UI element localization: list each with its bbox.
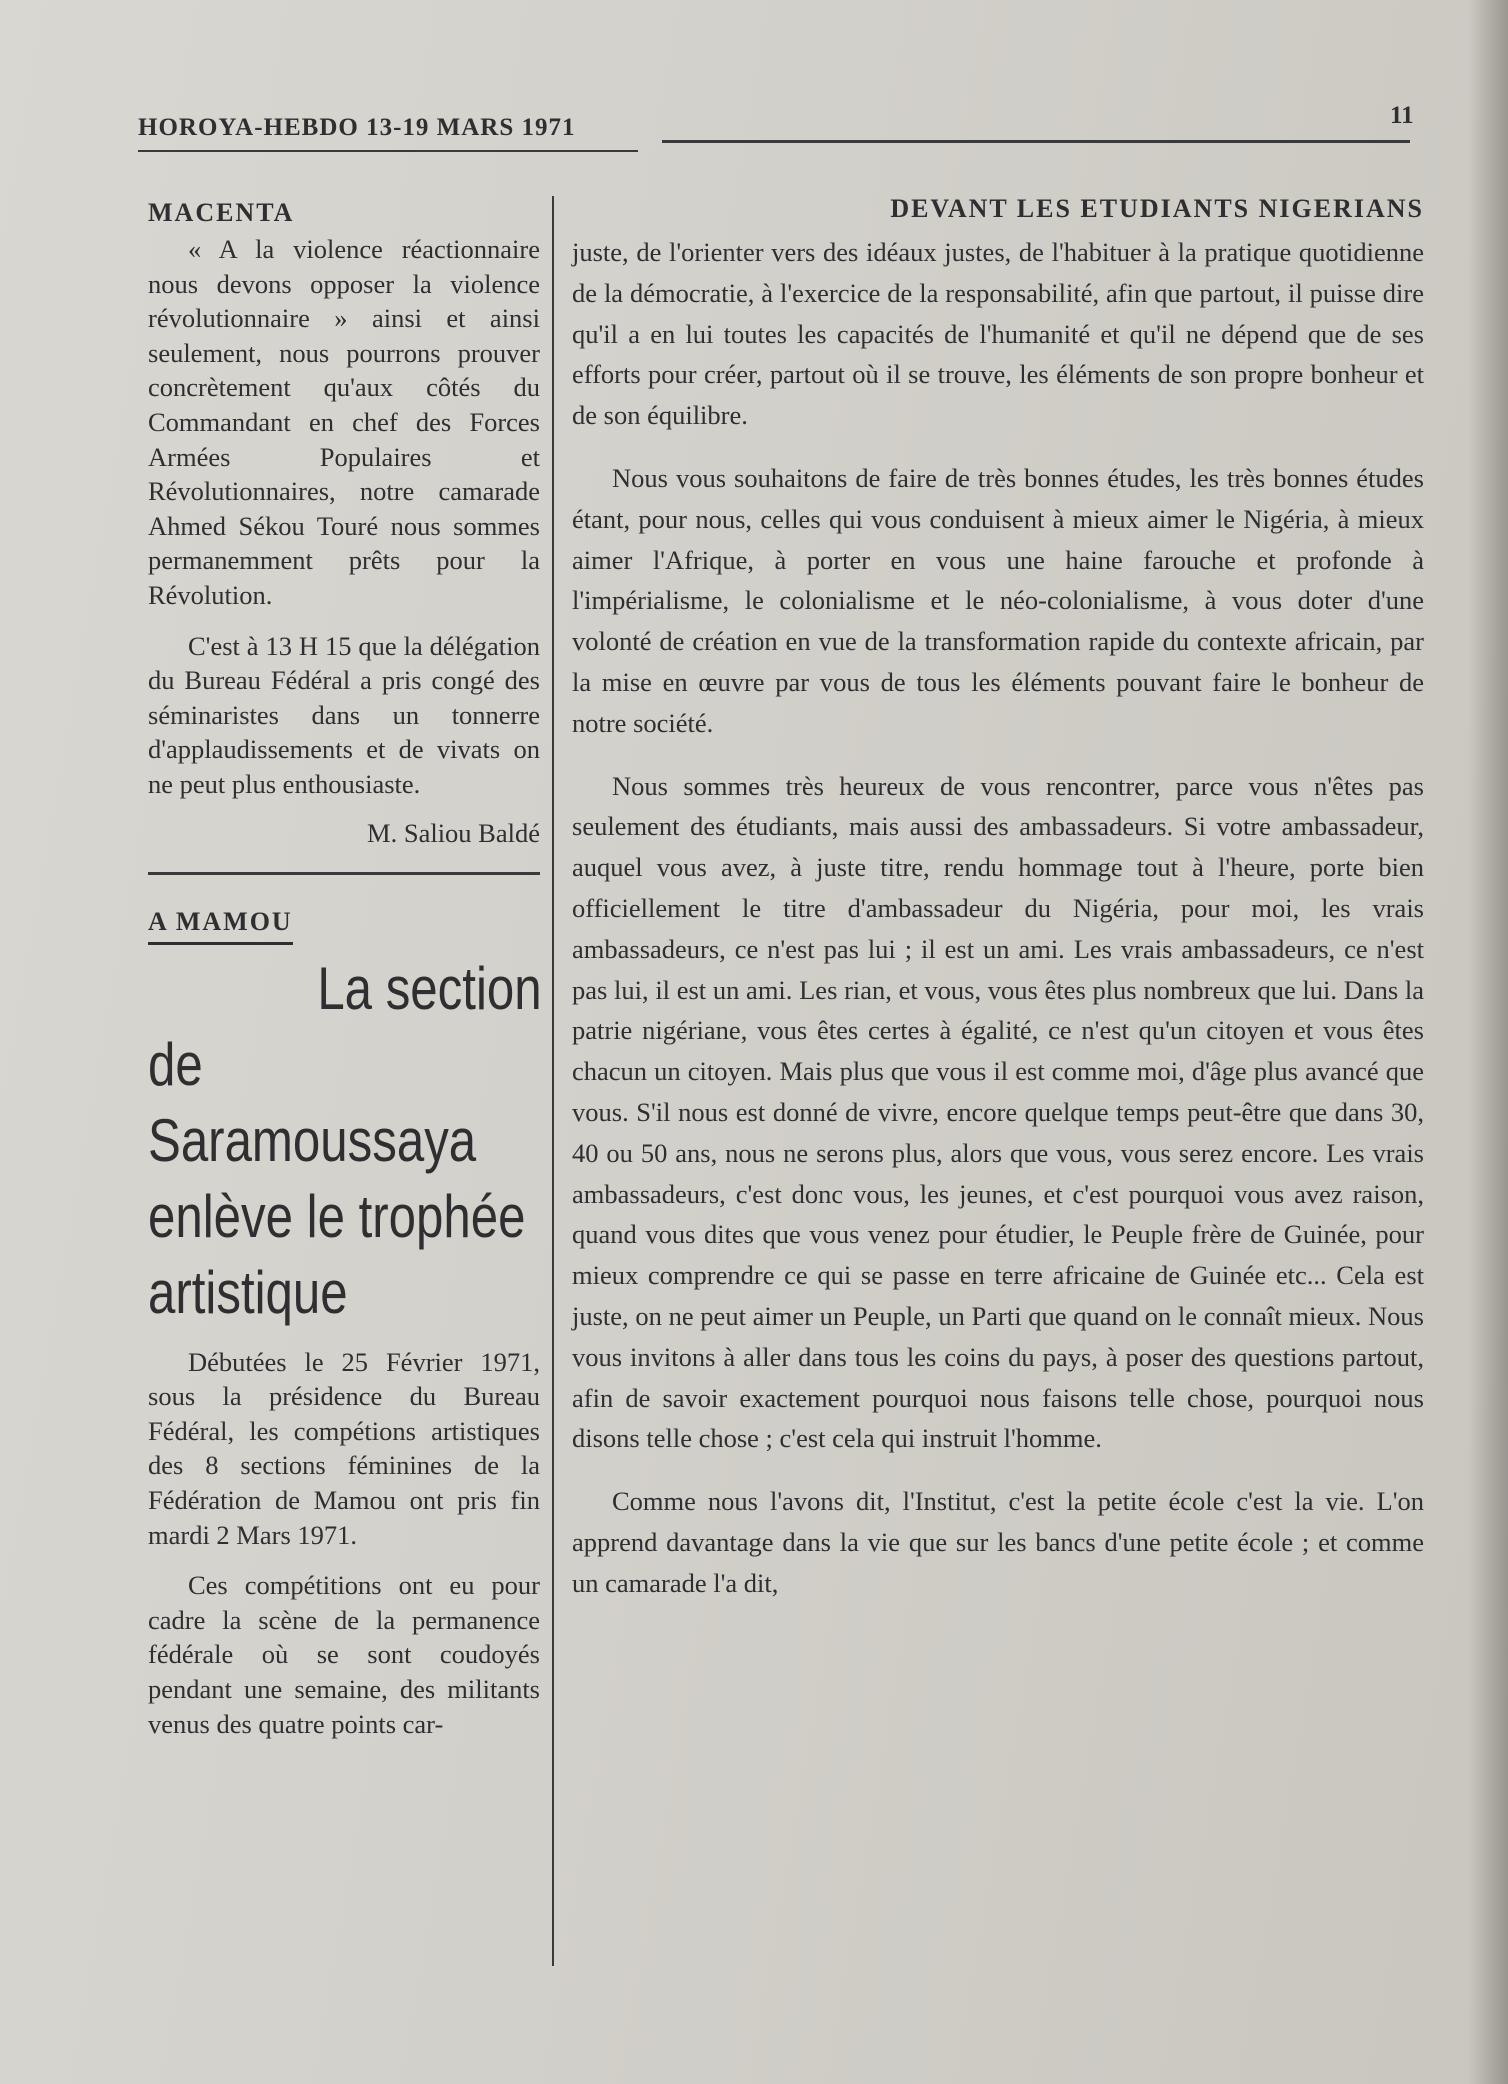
column-divider [552, 196, 554, 1966]
paragraph: « A la violence réactionnaire nous devons opposer la violence révolutionnaire » ainsi et ainsi seulement, nous pourrons prouver concrètement qu'aux côtés du Commandant en chef des Forces Armées Populaires et Révolutionnaires, notre camarade Ahmed Sékou Touré nous sommes permanemment prêts pour la Révolution. [148, 234, 540, 610]
right-column [572, 192, 1424, 1604]
headline-line: enlève le trophée [148, 1182, 526, 1250]
paragraph: Ces compétitions ont eu pour cadre la scène de la permanence fédérale où se sont coudoyés pendant une semaine, des militants venus des quatre points car- [148, 1570, 540, 1739]
header-rule-left [138, 150, 638, 152]
paragraph: C'est à 13 H 15 que la délégation du Bureau Fédéral a pris congé des séminaristes dans un tonnerre d'applaudissements et de vivats on ne peut plus enthousiaste. [148, 630, 540, 799]
paragraph: Débutées le 25 Février 1971, sous la présidence du Bureau Fédéral, les compétions artistiques des 8 sections féminines de la Fédération de Mamou ont pris fin mardi 2 Mars 1971. [148, 1346, 540, 1550]
paragraph: Nous sommes très heureux de vous rencontrer, parce vous n'êtes pas seulement des étudiants, mais aussi des ambassadeurs. Si votre ambassadeur, auquel vous avez, à juste titre, rendu hommage tout à l'heure, porte bien officiellement le titre d'ambassadeur du Nigéria, pour moi, les vrais ambassadeurs, ce n'est pas lui ; il est un ami. Les vrais ambassadeurs, ce n'est pas lui, il est un ami. Les rian, et vous, vous êtes plus nombreux que lui. Dans la patrie nigériane, vous êtes certes à égalité, ce n'est qu'un citoyen et vous êtes chacun un citoyen. Mais plus que vous il est comme moi, d'âge plus avancé que vous. S'il nous est donné de vivre, encore quelque temps peut-être que dans 30, 40 ou 50 ans, nous ne serons plus, alors que vous, vous serez encore. Les vrais ambassadeurs, c'est donc vous, les jeunes, et c'est pourquoi vous avez raison, quand vous dites que vous venez pour étudier, le Peuple frère de Guinée, pour mieux comprendre ce qui se passe en terre africaine de Guinée etc... Cela est juste, on ne peut aimer un Peuple, un Parti que quand on le connaît mieux. Nous vous invitons à aller dans tous les coins du pays, à poser des questions partout, afin de savoir exactement pourquoi nous faisons telle chose, pourquoi nous disons telle chose ; c'est cela qui instruit l'homme. [572, 770, 1424, 1454]
paragraph: juste, de l'orienter vers des idéaux justes, de l'habituer à la pratique quotidienne de la démocratie, à l'exercice de la responsabilité, afin que partout, il puisse dire qu'il a en lui toutes les capacités de l'humanité et qu'il ne dépend que de ses efforts pour créer, partout où il se trouve, les éléments de son propre bonheur et de son équilibre. [572, 237, 1424, 431]
paragraph: Comme nous l'avons dit, l'Institut, c'est la petite école c'est la vie. L'on apprend davantage dans la vie que sur les bancs d'une petite école ; et comme un camarade l'a dit, [572, 1486, 1424, 1598]
left-column [148, 196, 540, 1741]
headline-line: La section [317, 954, 542, 1022]
signature: M. Saliou Baldé [367, 817, 540, 848]
paragraph: Nous vous souhaitons de faire de très bonnes études, les très bonnes études étant, pour nous, celles qui vous conduisent à mieux aimer le Nigéria, à mieux aimer l'Afrique, à porter en vous une haine farouche et profonde à l'impérialisme, le colonialisme et le néo-colonialisme, à vous doter d'une volonté de création en vue de la transformation rapide du contexte africain, par la mise en œuvre par vous de tous les éléments pouvant faire le bonheur de notre société. [572, 462, 1424, 738]
headline [148, 951, 542, 1331]
section-title-etudiants-nigerians: DEVANT LES ETUDIANTS NIGERIANS [890, 194, 1424, 223]
headline-line: de Saramoussaya [148, 1030, 477, 1174]
header-rule-right [662, 140, 1410, 143]
running-head: HOROYA-HEBDO 13-19 MARS 1971 [138, 114, 576, 141]
page-number: 11 [1390, 102, 1414, 129]
section-title-macenta: MACENTA [148, 198, 295, 227]
kicker-a-mamou: A MAMOU [148, 905, 293, 945]
article-separator-rule [148, 872, 540, 875]
headline-line: artistique [148, 1258, 348, 1326]
